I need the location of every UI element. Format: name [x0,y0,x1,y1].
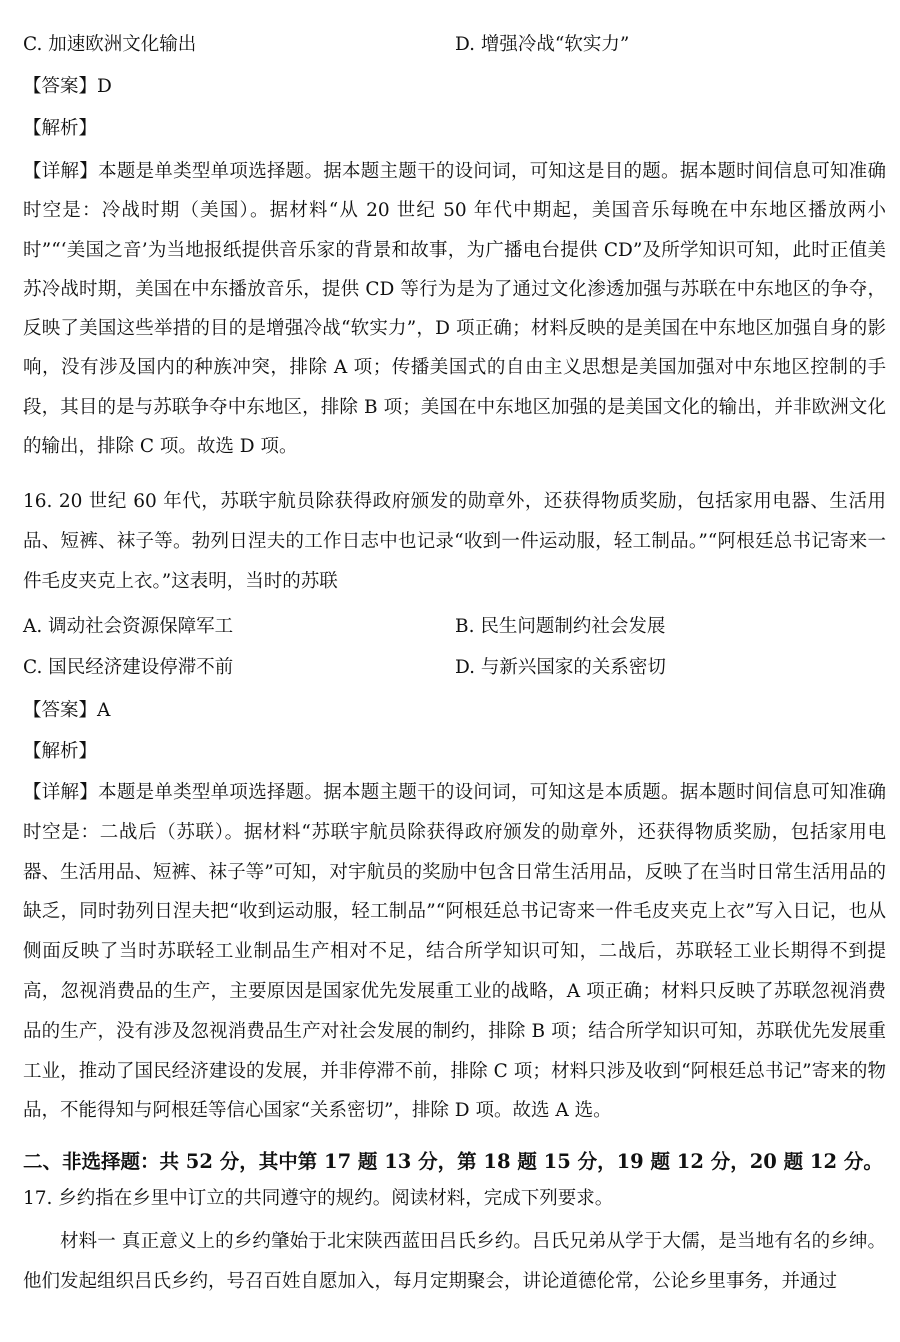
q16-option-c: C. 国民经济建设停滞不前 [23,657,234,678]
q16-answer: 【答案】A [23,700,111,721]
q17-stem: 17. 乡约指在乡里中订立的共同遵守的规约。阅读材料，完成下列要求。 [23,1188,614,1209]
q16-detail: 【详解】本题是单类型单项选择题。据本题主题干的设问词，可知这是本质题。据本题时间信息可知准确时空是：二战后（苏联）。据材料“苏联宇航员除获得政府颁发的勋章外，还获得物质奖励，包括家用电器、生活用品、短裤、袜子等”可知，对宇航员的奖励中包含日常生活用品，反映了在当时日常生活用品的缺乏，同时勃列日涅夫把“收到运动服，轻工制品”“阿根廷总书记寄来一件毛皮夹克上衣”写入日记，也从侧面反映了当时苏联轻工业制品生产相对不足，结合所学知识可知，二战后，苏联轻工业长期得不到提高，忽视消费品的生产，主要原因是国家优先发展重工业的战略，A 项正确；材料只反映了苏联忽视消费品的生产，没有涉及忽视消费品生产对社会发展的制约，排除 B 项；结合所学知识可知，苏联优先发展重工业，推动了国民经济建设的发展，并非停滞不前，排除 C 项；材料只涉及收到“阿根廷总书记”寄来的物品，不能得知与阿根廷等信心国家“关系密切”，排除 D 项。故选 A 选。 [23,782,886,1122]
q16-option-d: D. 与新兴国家的关系密切 [455,657,666,678]
q15-answer: 【答案】D [23,76,112,97]
q16-analysis-label: 【解析】 [23,741,98,762]
q15-analysis-label: 【解析】 [23,118,98,139]
q15-option-d: D. 增强冷战“软实力” [455,34,630,55]
q16-option-b: B. 民生问题制约社会发展 [455,616,666,637]
section-heading: 二、非选择题：共 52 分，其中第 17 题 13 分，第 18 题 15 分，19 题 12 分，20 题 12 分。 [23,1150,883,1173]
q16-option-a: A. 调动社会资源保障军工 [23,616,234,637]
q17-material-1: 材料一 真正意义上的乡约肇始于北宋陕西蓝田吕氏乡约。吕氏兄弟从学于大儒，是当地有名的乡绅。他们发起组织吕氏乡约，号召百姓自愿加入，每月定期聚会，讲论道德伦常，公论乡里事务，并通过 [23,1231,886,1292]
q16-stem: 16. 20 世纪 60 年代，苏联宇航员除获得政府颁发的勋章外，还获得物质奖励，包括家用电器、生活用品、短裤、袜子等。勃列日涅夫的工作日志中也记录“收到一件运动服，轻工制品。”“阿根廷总书记寄来一件毛皮夹克上衣。”这表明，当时的苏联 [23,491,886,592]
q15-detail: 【详解】本题是单类型单项选择题。据本题主题干的设问词，可知这是目的题。据本题时间信息可知准确时空是：冷战时期（美国）。据材料“从 20 世纪 50 年代中期起，美国音乐每晚在中东地区播放两小时”“‘美国之音’为当地报纸提供音乐家的背景和故事，为广播电台提供 CD”及所学知识可知，此时正值美苏冷战时期，美国在中东播放音乐，提供 CD 等行为是为了通过文化渗透加强与苏联在中东地区的争夺，反映了美国这些举措的目的是增强冷战“软实力”，D 项正确；材料反映的是美国在中东地区加强自身的影响，没有涉及国内的种族冲突，排除 A 项；传播美国式的自由主义思想是美国加强对中东地区控制的手段，其目的是与苏联争夺中东地区，排除 B 项；美国在中东地区加强的是美国文化的输出，并非欧洲文化的输出，排除 C 项。故选 D 项。 [23,161,886,458]
q15-option-c: C. 加速欧洲文化输出 [23,34,197,55]
